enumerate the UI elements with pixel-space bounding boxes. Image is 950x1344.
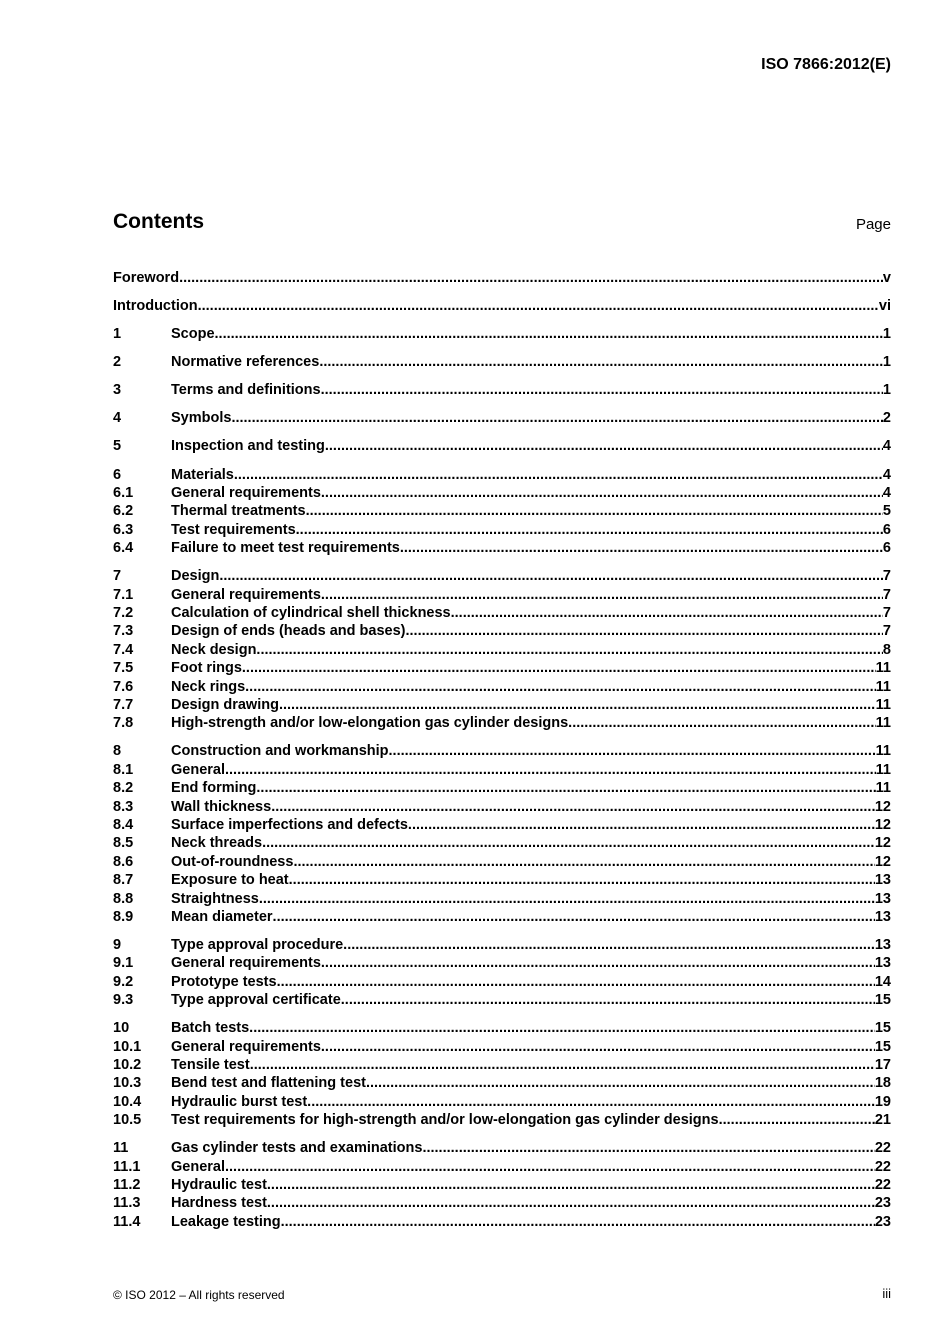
toc-entry-title: Neck design — [171, 641, 257, 658]
toc-dot-leader — [198, 297, 879, 315]
toc-entry-page: 11 — [875, 678, 891, 695]
toc-entry-page: 12 — [874, 816, 891, 833]
toc-entry[interactable] — [113, 586, 891, 604]
document-code: ISO 7866:2012(E) — [761, 56, 891, 73]
toc-entry-page: 13 — [874, 955, 891, 972]
toc-entry-page: 15 — [874, 1038, 891, 1055]
toc-entry-title: Wall thickness — [171, 798, 272, 815]
toc-entry-title: Surface imperfections and defects — [171, 816, 408, 833]
toc-dot-leader — [249, 1019, 875, 1037]
toc-dot-leader — [271, 798, 875, 816]
toc-dot-leader — [262, 834, 875, 852]
toc-entry-title: Terms and definitions — [171, 382, 321, 399]
toc-dot-leader — [400, 539, 883, 557]
toc-entry-page: 22 — [874, 1158, 891, 1175]
toc-entry-page: v — [882, 270, 891, 286]
toc-entry[interactable] — [113, 834, 891, 852]
toc-group — [113, 269, 891, 287]
toc-dot-leader — [343, 936, 875, 954]
toc-entry-number: 8.2 — [113, 780, 134, 797]
toc-entry[interactable] — [113, 502, 891, 520]
toc-entry-number: 10.4 — [113, 1093, 142, 1110]
toc-dot-leader — [719, 1111, 875, 1129]
toc-dot-leader — [225, 761, 876, 779]
toc-entry-number: 6 — [113, 466, 122, 483]
toc-entry[interactable] — [113, 466, 891, 484]
toc-entry[interactable] — [113, 1038, 891, 1056]
toc-dot-leader — [568, 714, 875, 732]
toc-dot-leader — [215, 325, 883, 343]
toc-entry-page: 6 — [882, 540, 891, 557]
toc-entry-title: General requirements — [171, 586, 321, 603]
toc-entry-title: Neck rings — [171, 678, 246, 695]
toc-entry-title: Hydraulic test — [171, 1177, 267, 1194]
toc-entry[interactable] — [113, 1019, 891, 1037]
toc-entry-title: Bend test and flattening test — [171, 1075, 366, 1092]
toc-entry-page: 11 — [875, 780, 891, 797]
toc-entry[interactable] — [113, 816, 891, 834]
toc-group — [113, 936, 891, 1010]
toc-dot-leader — [281, 1213, 875, 1231]
toc-entry-title: Foreword — [113, 270, 180, 286]
toc-dot-leader — [389, 742, 876, 760]
toc-entry[interactable] — [113, 567, 891, 585]
toc-entry-title: Materials — [171, 466, 234, 483]
toc-entry-title: Inspection and testing — [171, 438, 325, 455]
toc-entry-page: 12 — [874, 835, 891, 852]
toc-entry-title: Neck threads — [171, 835, 263, 852]
toc-dot-leader — [231, 409, 882, 427]
toc-entry-number: 7.8 — [113, 715, 134, 732]
toc-group — [113, 409, 891, 427]
toc-dot-leader — [408, 816, 875, 834]
toc-entry-number: 9.2 — [113, 973, 134, 990]
toc-entry[interactable] — [113, 798, 891, 816]
toc-entry-page: 23 — [874, 1195, 891, 1212]
toc-entry-number: 10.2 — [113, 1057, 142, 1074]
toc-dot-leader — [321, 381, 883, 399]
toc-dot-leader — [267, 1176, 875, 1194]
toc-entry-title: Type approval procedure — [171, 936, 344, 953]
toc-entry-number: 6.4 — [113, 540, 134, 557]
toc-entry-title: Straightness — [171, 890, 259, 907]
toc-entry[interactable] — [113, 325, 891, 343]
toc-dot-leader — [321, 586, 883, 604]
toc-entry[interactable] — [113, 973, 891, 991]
toc-entry[interactable] — [113, 297, 891, 315]
toc-entry-page: 8 — [882, 641, 891, 658]
toc-entry-number: 7 — [113, 568, 122, 585]
toc-dot-leader — [219, 567, 883, 585]
toc-dot-leader — [296, 521, 883, 539]
toc-group — [113, 567, 891, 733]
copyright-notice: © ISO 2012 – All rights reserved — [113, 1288, 285, 1302]
toc-dot-leader — [256, 641, 883, 659]
toc-entry-title: Batch tests — [171, 1020, 250, 1037]
toc-entry-number: 9.3 — [113, 992, 134, 1009]
table-of-contents — [113, 269, 891, 1241]
toc-dot-leader — [242, 659, 876, 677]
toc-dot-leader — [321, 1038, 875, 1056]
toc-dot-leader — [267, 1194, 875, 1212]
toc-entry-number: 6.3 — [113, 521, 134, 538]
toc-entry-page: 18 — [874, 1075, 891, 1092]
toc-entry-number: 8.9 — [113, 908, 134, 925]
toc-entry[interactable] — [113, 1158, 891, 1176]
toc-dot-leader — [259, 890, 875, 908]
toc-entry-title: Symbols — [171, 410, 232, 427]
toc-dot-leader — [341, 991, 875, 1009]
toc-entry-page: 19 — [874, 1093, 891, 1110]
toc-entry-title: Exposure to heat — [171, 872, 289, 889]
contents-title: Contents — [113, 210, 204, 233]
toc-dot-leader — [325, 437, 883, 455]
toc-entry-number: 6.1 — [113, 484, 134, 501]
toc-entry-number: 7.3 — [113, 623, 134, 640]
toc-entry-title: Calculation of cylindrical shell thickness — [171, 604, 451, 621]
toc-entry[interactable] — [113, 1194, 891, 1212]
toc-entry-number: 8.1 — [113, 761, 134, 778]
toc-entry[interactable] — [113, 908, 891, 926]
toc-dot-leader — [277, 973, 875, 991]
toc-dot-leader — [306, 502, 883, 520]
toc-entry-title: Design of ends (heads and bases) — [171, 623, 406, 640]
toc-entry[interactable] — [113, 1074, 891, 1092]
toc-dot-leader — [451, 604, 883, 622]
toc-group — [113, 437, 891, 455]
toc-entry-title: Out-of-roundness — [171, 853, 294, 870]
toc-entry-number: 3 — [113, 382, 122, 399]
toc-entry-page: 15 — [874, 1020, 891, 1037]
toc-entry-page: 22 — [874, 1140, 891, 1157]
toc-entry-page: 11 — [875, 715, 891, 732]
toc-entry-page: 17 — [874, 1057, 891, 1074]
toc-entry-page: 11 — [875, 761, 891, 778]
toc-dot-leader — [256, 779, 875, 797]
toc-entry-page: 15 — [874, 992, 891, 1009]
toc-entry[interactable] — [113, 1213, 891, 1231]
toc-entry-page: 5 — [882, 503, 891, 520]
toc-entry-title: General — [171, 761, 225, 778]
toc-entry[interactable] — [113, 484, 891, 502]
toc-entry[interactable] — [113, 742, 891, 760]
toc-entry-title: Tensile test — [171, 1057, 250, 1074]
toc-entry[interactable] — [113, 1139, 891, 1157]
toc-entry-page: 22 — [874, 1177, 891, 1194]
toc-entry[interactable] — [113, 1056, 891, 1074]
toc-entry-title: Prototype tests — [171, 973, 277, 990]
toc-dot-leader — [319, 353, 883, 371]
toc-dot-leader — [279, 696, 876, 714]
toc-dot-leader — [245, 678, 876, 696]
toc-entry[interactable] — [113, 954, 891, 972]
toc-entry-page: 11 — [875, 660, 891, 677]
toc-group — [113, 325, 891, 343]
toc-entry-page: 23 — [874, 1213, 891, 1230]
toc-entry-number: 7.4 — [113, 641, 134, 658]
toc-entry-page: 1 — [882, 326, 891, 343]
toc-entry-number: 4 — [113, 410, 122, 427]
toc-dot-leader — [405, 622, 882, 640]
toc-dot-leader — [293, 853, 874, 871]
toc-dot-leader — [321, 954, 875, 972]
toc-entry-title: High-strength and/or low-elongation gas cylinder designs — [171, 715, 569, 732]
toc-entry-page: 1 — [882, 354, 891, 371]
toc-entry-number: 11.4 — [113, 1213, 141, 1230]
toc-entry-page: 12 — [874, 798, 891, 815]
toc-entry-title: End forming — [171, 780, 257, 797]
toc-entry-number: 9.1 — [113, 955, 134, 972]
toc-entry[interactable] — [113, 853, 891, 871]
toc-entry-number: 8.3 — [113, 798, 134, 815]
toc-entry[interactable] — [113, 696, 891, 714]
toc-entry-title: Mean diameter — [171, 908, 273, 925]
toc-dot-leader — [321, 484, 883, 502]
toc-entry[interactable] — [113, 1176, 891, 1194]
toc-entry-page: 11 — [875, 743, 891, 760]
toc-entry[interactable] — [113, 1111, 891, 1129]
toc-group — [113, 353, 891, 371]
page-column-label: Page — [855, 216, 891, 233]
toc-entry[interactable] — [113, 641, 891, 659]
toc-entry[interactable] — [113, 353, 891, 371]
toc-entry-title: Hydraulic burst test — [171, 1093, 308, 1110]
toc-dot-leader — [422, 1139, 874, 1157]
toc-dot-leader — [366, 1074, 875, 1092]
toc-entry-title: General requirements — [171, 484, 321, 501]
toc-entry-number: 7.5 — [113, 660, 134, 677]
toc-group — [113, 381, 891, 399]
toc-entry-page: 1 — [882, 382, 891, 399]
toc-group — [113, 297, 891, 315]
toc-entry-page: vi — [878, 298, 891, 315]
toc-entry-title: Thermal treatments — [171, 503, 306, 520]
toc-entry-page: 13 — [874, 908, 891, 925]
toc-entry-title: Failure to meet test requirements — [171, 540, 400, 557]
toc-dot-leader — [225, 1158, 875, 1176]
toc-entry[interactable] — [113, 936, 891, 954]
toc-entry-title: Design — [171, 568, 220, 585]
toc-entry-page: 7 — [882, 623, 891, 640]
toc-entry[interactable] — [113, 714, 891, 732]
toc-entry[interactable] — [113, 871, 891, 889]
toc-entry-number: 7.2 — [113, 604, 134, 621]
toc-entry-number: 9 — [113, 936, 122, 953]
toc-entry[interactable] — [113, 779, 891, 797]
toc-entry-page: 13 — [874, 936, 891, 953]
toc-entry-number: 8.6 — [113, 853, 134, 870]
toc-entry-page: 13 — [874, 890, 891, 907]
toc-entry-number: 7.1 — [113, 586, 134, 603]
toc-entry-number: 8.7 — [113, 872, 134, 889]
toc-entry-title: Introduction — [113, 298, 198, 315]
toc-entry-title: Normative references — [171, 354, 320, 371]
toc-entry[interactable] — [113, 409, 891, 427]
toc-entry-page: 12 — [874, 853, 891, 870]
toc-entry[interactable] — [113, 659, 891, 677]
toc-entry[interactable] — [113, 991, 891, 1009]
toc-entry-number: 5 — [113, 438, 122, 455]
toc-entry-title: Design drawing — [171, 696, 279, 713]
toc-entry-page: 4 — [882, 438, 891, 455]
toc-entry-page: 13 — [874, 872, 891, 889]
toc-entry-title: Hardness test — [171, 1195, 267, 1212]
toc-entry-page: 6 — [882, 521, 891, 538]
toc-entry-number: 10.1 — [113, 1038, 142, 1055]
toc-entry-title: Test requirements — [171, 521, 296, 538]
toc-entry-page: 14 — [874, 973, 891, 990]
toc-entry-title: Foot rings — [171, 660, 242, 677]
toc-entry[interactable] — [113, 604, 891, 622]
toc-entry-title: Construction and workmanship — [171, 743, 389, 760]
toc-entry-number: 8 — [113, 743, 122, 760]
toc-dot-leader — [273, 908, 875, 926]
toc-entry-number: 6.2 — [113, 503, 134, 520]
toc-entry-title: Type approval certificate — [171, 992, 341, 1009]
toc-entry-page: 7 — [882, 604, 891, 621]
toc-dot-leader — [307, 1093, 875, 1111]
toc-dot-leader — [234, 466, 883, 484]
toc-group — [113, 1139, 891, 1231]
toc-entry-title: General requirements — [171, 955, 321, 972]
toc-entry-page: 7 — [882, 568, 891, 585]
toc-entry[interactable] — [113, 761, 891, 779]
toc-entry[interactable] — [113, 539, 891, 557]
toc-dot-leader — [289, 871, 875, 889]
toc-entry-number: 8.8 — [113, 890, 134, 907]
toc-entry[interactable] — [113, 381, 891, 399]
toc-entry-page: 4 — [882, 484, 891, 501]
toc-group — [113, 1019, 891, 1129]
toc-entry-number: 11.3 — [113, 1195, 141, 1212]
toc-entry-number: 10 — [113, 1020, 130, 1037]
toc-entry-title: Test requirements for high-strength and/or low-elongation gas cylinder designs — [171, 1112, 719, 1129]
toc-entry-page: 4 — [882, 466, 891, 483]
toc-entry[interactable] — [113, 521, 891, 539]
toc-entry-title: Scope — [171, 326, 215, 343]
toc-entry-number: 7.6 — [113, 678, 134, 695]
toc-entry-page: 11 — [875, 696, 891, 713]
toc-dot-leader — [179, 269, 883, 287]
toc-entry[interactable] — [113, 890, 891, 908]
toc-entry-title: Leakage testing — [171, 1213, 281, 1230]
toc-entry[interactable] — [113, 437, 891, 455]
toc-entry-number: 7.7 — [113, 696, 134, 713]
toc-entry-number: 1 — [113, 326, 122, 343]
toc-entry-number: 10.5 — [113, 1112, 142, 1129]
toc-group — [113, 466, 891, 558]
toc-entry-number: 11 — [113, 1140, 129, 1157]
toc-entry-number: 8.4 — [113, 816, 134, 833]
toc-group — [113, 742, 891, 926]
toc-entry-title: General requirements — [171, 1038, 321, 1055]
toc-entry-title: Gas cylinder tests and examinations — [171, 1140, 423, 1157]
toc-entry-number: 11.1 — [113, 1158, 141, 1175]
toc-entry[interactable] — [113, 622, 891, 640]
toc-entry[interactable] — [113, 678, 891, 696]
toc-entry-number: 10.3 — [113, 1075, 142, 1092]
toc-entry-number: 11.2 — [113, 1177, 141, 1194]
toc-entry[interactable] — [113, 1093, 891, 1111]
toc-entry-title: General — [171, 1158, 225, 1175]
toc-entry-page: 2 — [882, 410, 891, 427]
toc-entry-number: 2 — [113, 354, 122, 371]
toc-entry[interactable] — [113, 269, 891, 287]
toc-dot-leader — [250, 1056, 875, 1074]
toc-entry-number: 8.5 — [113, 835, 134, 852]
toc-entry-page: 7 — [882, 586, 891, 603]
toc-entry-page: 21 — [874, 1112, 891, 1129]
footer-page-number: iii — [882, 1286, 891, 1301]
